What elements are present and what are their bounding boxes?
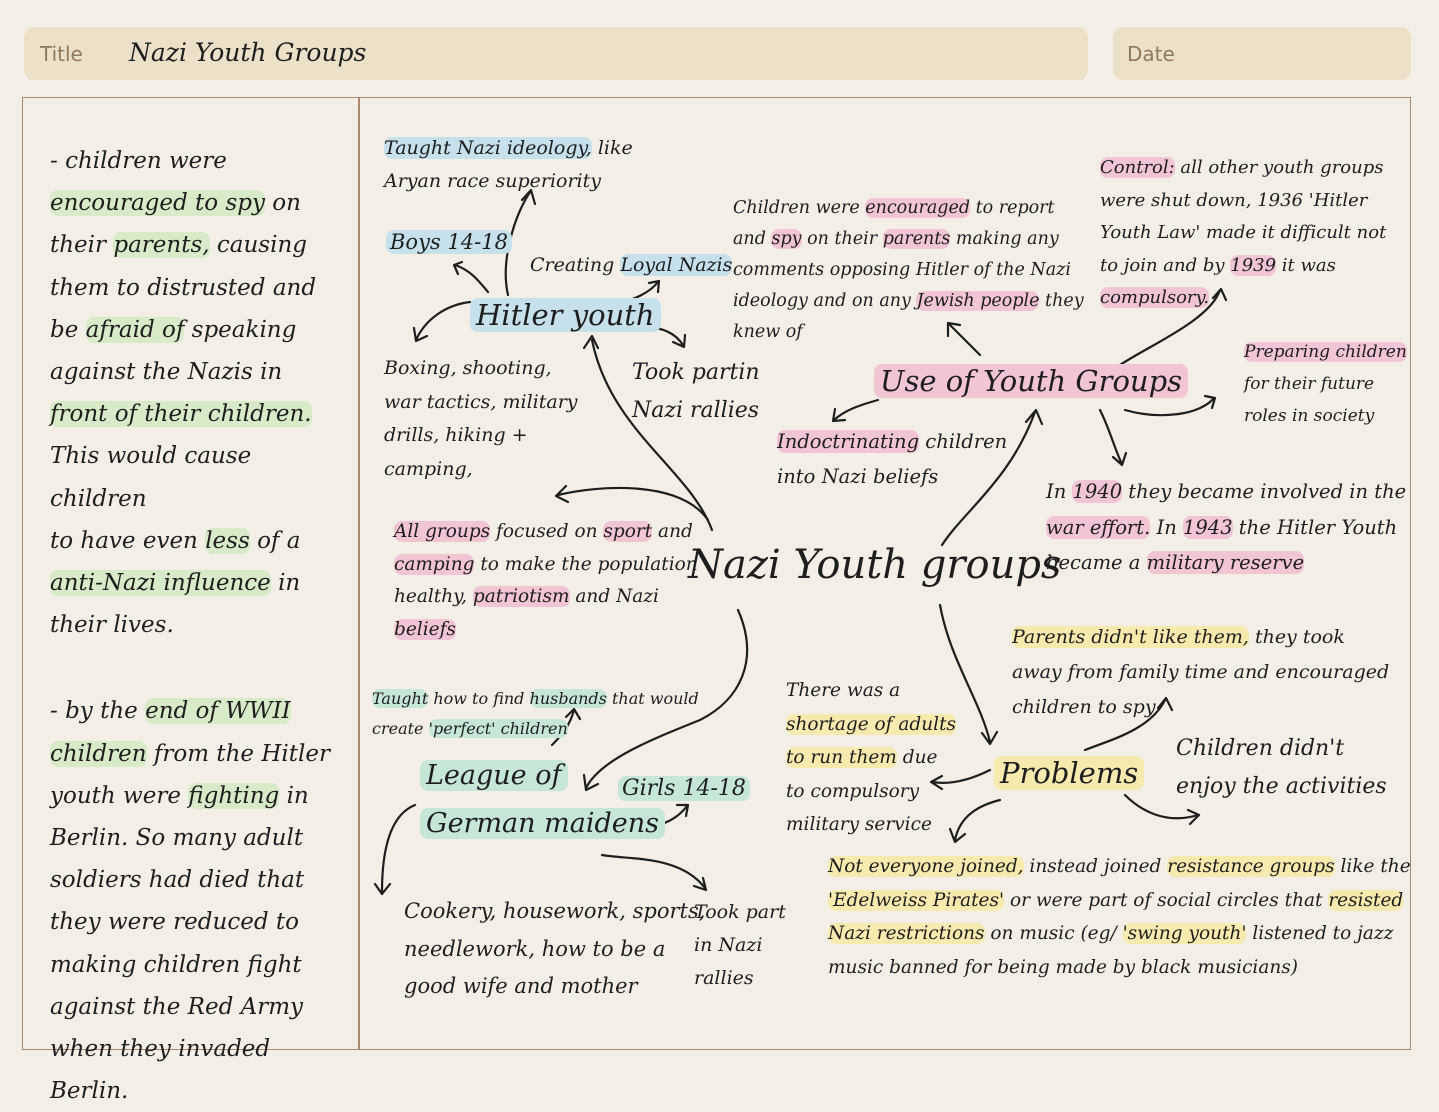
note-line: their lives. <box>50 612 174 639</box>
league-taught-note: Taught how to find husbands that would create 'perfect' children <box>372 689 699 738</box>
arrow <box>1125 396 1215 415</box>
arrow <box>950 800 1000 842</box>
problems-resistance-note: Not everyone joined, instead joined resistance groups like the 'Edelweiss Pirates' or were part of social circles that resisted Nazi restrictions on music (eg/ 'swing youth' listened to jazz music banned for being made by black musicians) <box>828 856 1411 978</box>
note-line: to have even less of a <box>50 527 301 554</box>
center-topic: Nazi Youth groups <box>688 542 1062 588</box>
arrow <box>833 400 878 421</box>
problems-shortage-note: There was a shortage of adults to run them due to compulsory military service <box>786 680 957 835</box>
note-line: Berlin. So many adult <box>50 825 304 852</box>
note-line: This would cause children <box>50 443 252 512</box>
note-line: when they invaded Berlin. <box>50 1036 271 1105</box>
note-line: - by the end of WWII <box>50 698 291 725</box>
league-rallies: Took part in Nazi rallies <box>694 901 786 989</box>
league-title-line1: League of <box>420 760 568 791</box>
use-war-effort-note: In 1940 they became involved in the war effort. In 1943 the Hitler Youth became a military reserve <box>1046 480 1407 574</box>
note-line: against the Nazis in <box>50 359 283 386</box>
note-line: children from the Hitler <box>50 740 330 767</box>
note-line: they were reduced to <box>50 909 299 936</box>
note-line: be afraid of speaking <box>50 316 297 343</box>
note-line: against the Red Army <box>50 993 304 1020</box>
page-title: Nazi Youth Groups <box>129 38 367 67</box>
problems-title: Problems <box>994 756 1144 790</box>
note-line: their parents, causing <box>50 232 307 259</box>
hitler-youth-rallies: Took partin Nazi rallies <box>632 360 760 423</box>
hitler-youth-ideology: Taught Nazi ideology, like Aryan race superiority <box>384 137 633 192</box>
use-indoctrinating-note: Indoctrinating children into Nazi beliefs <box>777 430 1008 488</box>
note-line: youth were fighting in <box>50 782 309 809</box>
note-line: - children were <box>50 148 227 174</box>
creating-loyal-nazis: Creating Loyal Nazis <box>530 254 733 276</box>
use-preparing-note: Preparing children for their future roles in society <box>1244 342 1407 426</box>
problems-parents-note: Parents didn't like them, they took away from family time and encouraged children to spy <box>1012 626 1390 718</box>
note-line: soldiers had died that <box>50 867 305 894</box>
arrow <box>414 302 470 341</box>
boys-age: Boys 14-18 <box>386 230 512 254</box>
arrow <box>375 805 415 894</box>
note-line: making children fight <box>50 951 302 978</box>
arrow <box>454 262 488 292</box>
league-title-line2: German maidens <box>420 808 665 839</box>
use-report-note: Children were encouraged to report and spy on their parents making any comments opposing Hitler of the Nazi ideology and on any Jewish people they knew of <box>733 198 1084 342</box>
problems-enjoy-note: Children didn't enjoy the activities <box>1176 736 1387 799</box>
use-control-note: Control: all other youth groups were shut down, 1936 'Hitler Youth Law' made it difficult not to join and by 1939 it was compulsory. <box>1100 157 1387 308</box>
all-groups-note: All groups focused on sport and camping to make the population healthy, patriotism and Nazi beliefs <box>394 521 698 640</box>
girls-age: Girls 14-18 <box>618 776 750 801</box>
note-line: front of their children. <box>50 401 312 428</box>
hitler-youth-activities: Boxing, shooting, war tactics, military drills, hiking + camping, <box>384 357 578 480</box>
note-line: encouraged to spy on <box>50 190 301 217</box>
date-label: Date <box>1127 42 1175 66</box>
note-line: anti-Nazi influence in <box>50 570 301 597</box>
hitler-youth-title: Hitler youth <box>470 298 661 332</box>
use-title: Use of Youth Groups <box>874 364 1188 398</box>
league-activities: Cookery, housework, sports, needlework, how to be a good wife and mother <box>404 899 706 998</box>
title-label: Title <box>40 42 83 66</box>
arrow <box>602 855 706 890</box>
arrow <box>1100 410 1126 465</box>
arrow <box>556 486 708 520</box>
note-line: them to distrusted and <box>50 274 317 301</box>
